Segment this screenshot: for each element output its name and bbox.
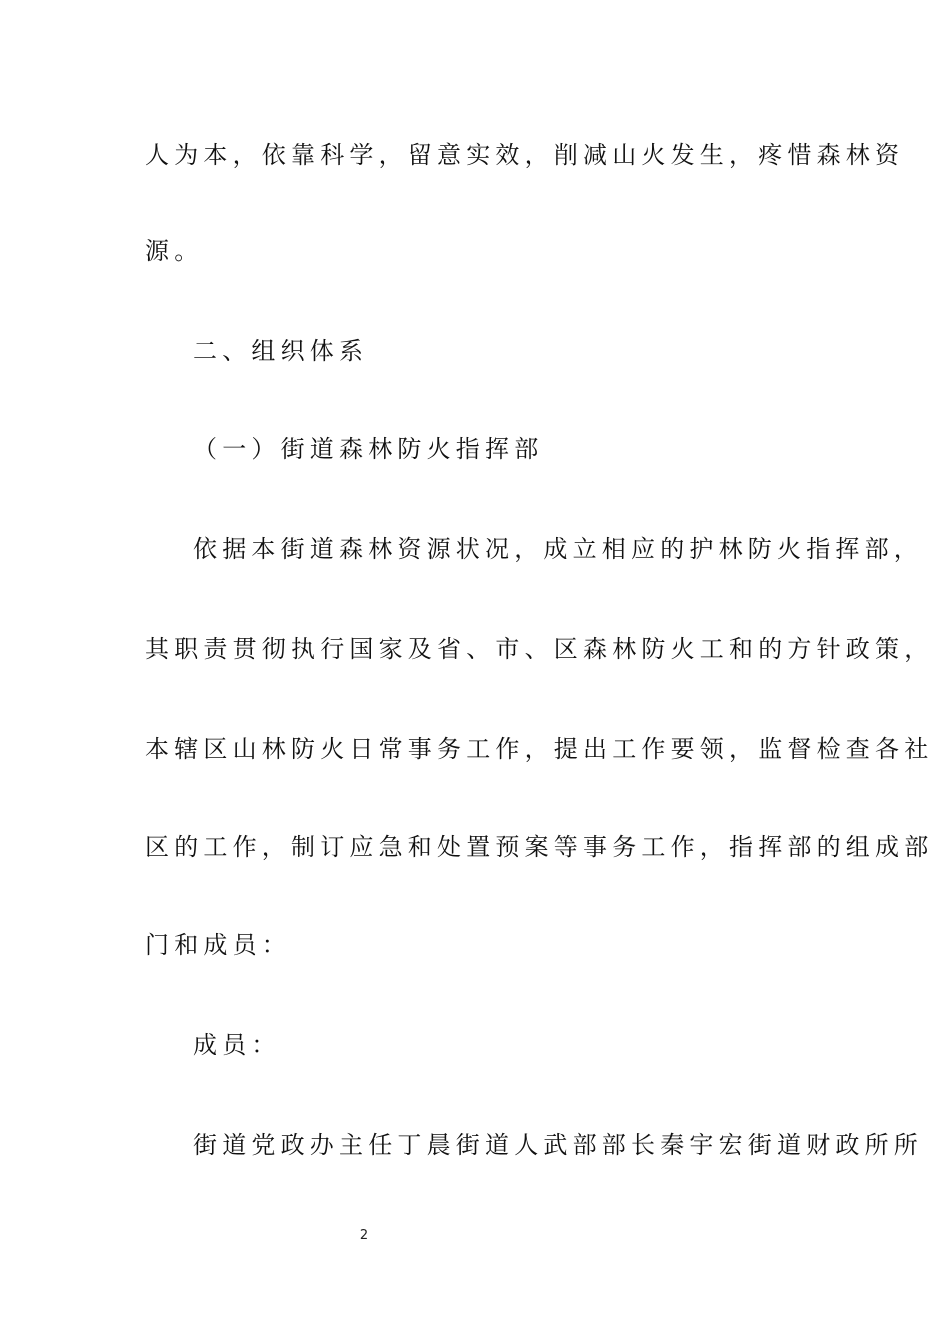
paragraph-line-4: 区的工作，制订应急和处置预案等事务工作，指挥部的组成部 (145, 833, 934, 861)
paragraph-line-2: 其职责贯彻执行国家及省、市、区森林防火工和的方针政策， (145, 635, 934, 663)
members-heading: 成员： (193, 1031, 281, 1059)
section-heading: 二、组织体系 (193, 337, 369, 365)
page-number: 2 (359, 1228, 369, 1243)
members-line-1: 街道党政办主任丁晨街道人武部部长秦宇宏街道财政所所 (193, 1131, 923, 1159)
paragraph-line-5: 门和成员： (145, 931, 291, 959)
paragraph-line-3: 本辖区山林防火日常事务工作，提出工作要领，监督检查各社 (145, 735, 934, 763)
text-line-2: 源。 (145, 237, 204, 265)
subsection-heading: （一）街道森林防火指挥部 (193, 435, 544, 463)
text-line-1: 人为本，依靠科学，留意实效，削减山火发生，疼惜森林资 (145, 141, 905, 169)
paragraph-line-1: 依据本街道森林资源状况，成立相应的护林防火指挥部， (193, 535, 923, 563)
